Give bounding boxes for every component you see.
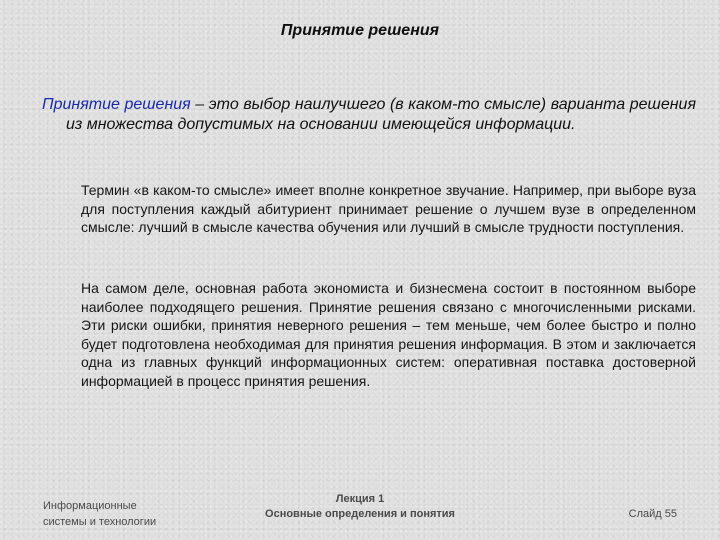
footer-course-line-1: Информационные bbox=[43, 500, 137, 512]
footer-lecture-info bbox=[230, 492, 490, 522]
footer-course-name bbox=[43, 498, 156, 530]
definition-paragraph bbox=[42, 95, 696, 135]
body-paragraph-2: На самом деле, основная работа экономиста и бизнесмена состоит в постоянном выборе наиболее подходящего решения. Принятие решения связано с многочисленными рисками. Эти риски ошибки, принятия неверного решения – тем меньше, чем более быстро и полно будет подготовлена необходимая для принятия решения информация. В этом и заключается одна из главных функций информационных систем: оперативная поставка достоверной информацией в процесс принятия решения. bbox=[81, 280, 696, 389]
footer-lecture-number: Лекция 1 bbox=[335, 493, 385, 505]
footer-lecture-title: Основные определения и понятия bbox=[265, 508, 455, 520]
definition-text: – это выбор наилучшего (в каком-то смысле) варианта решения из множества допустимых на основании имеющейся информации. bbox=[66, 96, 696, 133]
definition-term: Принятие решения bbox=[42, 96, 191, 113]
slide-number: Слайд 55 bbox=[628, 508, 677, 520]
body-paragraph-1: Термин «в каком-то смысле» имеет вполне конкретное звучание. Например, при выборе вуза для поступления каждый абитуриент принимает решение о лучшем вузе в определенном смысле: лучший в смысле качества обучения или лучший в смысле трудности поступления. bbox=[81, 182, 696, 235]
footer-course-line-2: системы и технологии bbox=[43, 516, 157, 528]
slide-title: Принятие решения bbox=[280, 22, 440, 39]
